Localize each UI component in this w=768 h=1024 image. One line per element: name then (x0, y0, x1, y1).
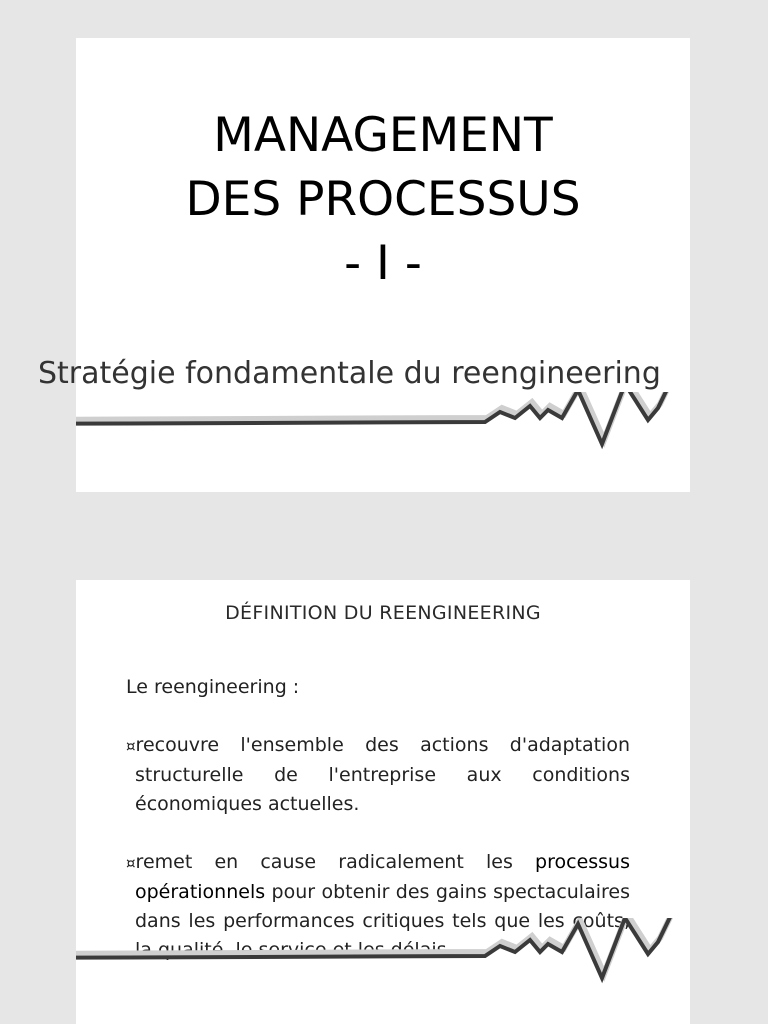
bullet-item-1 (126, 731, 630, 819)
bullet-highlight: processus opérationnels (135, 851, 631, 903)
bullet-text-1: recouvre l'ensemble des actions d'adaptation structurelle de l'entreprise aux conditions économiques actuelles. (135, 734, 630, 815)
bullet-text-2-end: pour obtenir des gains spectaculaires dans les performances critiques tels que les coûts, la qualité, le service et les délais. (135, 881, 630, 961)
slide-body (126, 673, 630, 994)
bullet-symbol-icon: ¤ (126, 737, 136, 755)
bullet-item-2 (126, 848, 630, 965)
slide-subtitle: Stratégie fondamentale du reengineering (38, 356, 661, 391)
zigzag-decoration (76, 392, 690, 492)
definition-slide (76, 580, 690, 1024)
intro-text: Le reengineering : (126, 676, 300, 698)
title-line-2: DES PROCESSUS (185, 172, 581, 227)
bullet-text-2-start: remet en cause radicalement les (135, 851, 513, 873)
slide-heading: DÉFINITION DU REENGINEERING (225, 602, 541, 624)
bullet-symbol-icon: ¤ (126, 854, 136, 872)
title-line-3: - I - (344, 236, 422, 291)
title-line-1: MANAGEMENT (213, 108, 553, 163)
title-slide (76, 38, 690, 492)
slide-title (76, 104, 690, 296)
